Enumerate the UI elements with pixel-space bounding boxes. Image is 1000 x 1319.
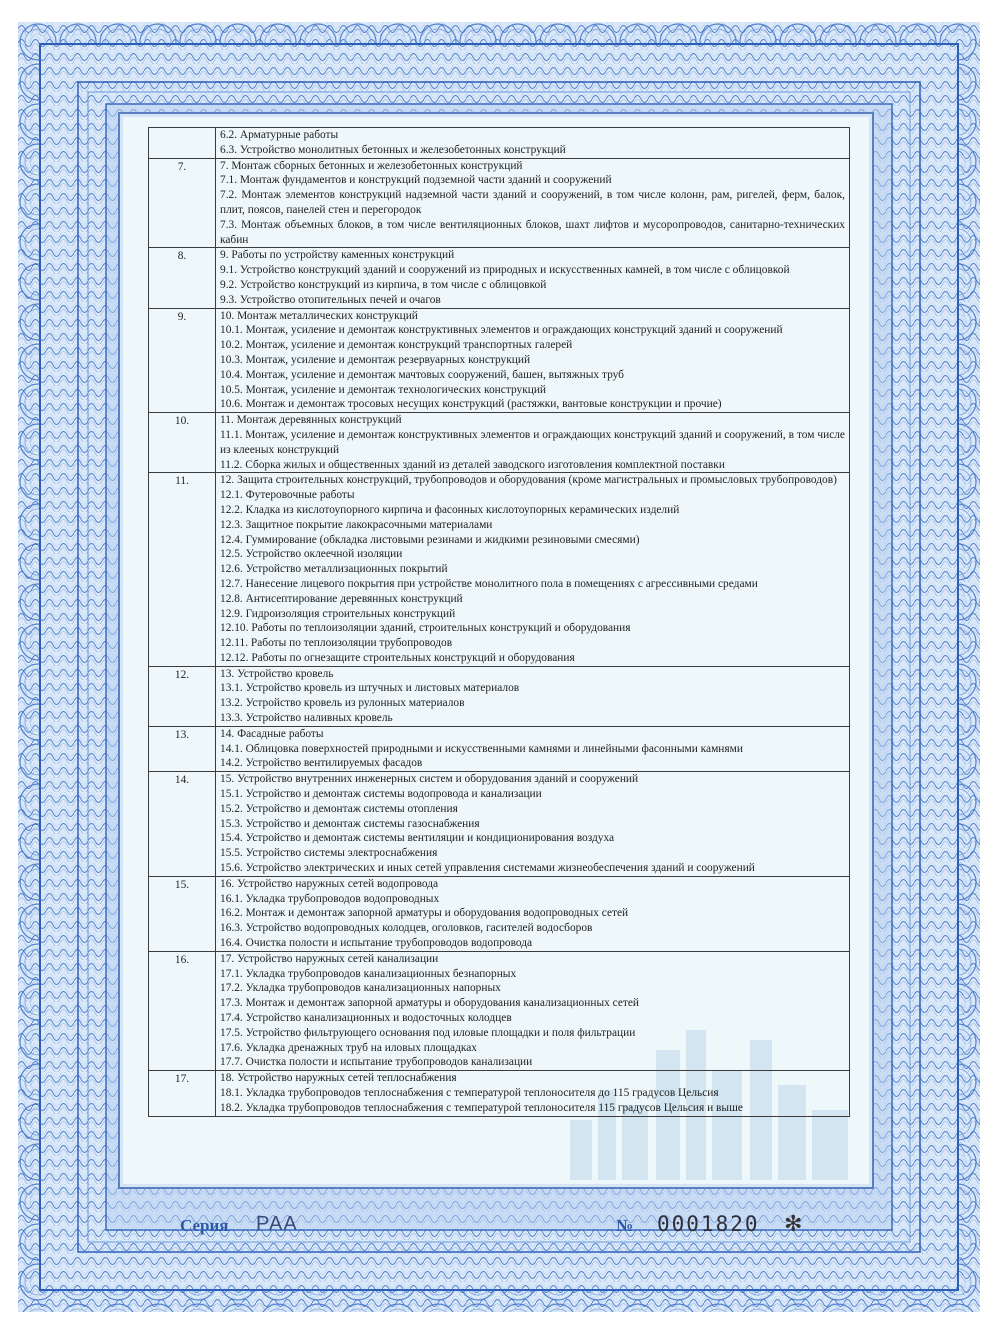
row-works [216,951,850,1070]
work-item: 9.1. Устройство конструкций зданий и сооружений из природных и искусственных камней, в том числе с облицовкой [220,264,790,277]
work-item: 13.2. Устройство кровель из рулонных материалов [220,697,465,710]
table-row [149,158,850,248]
work-item: 12.7. Нанесение лицевого покрытия при устройстве монолитного пола в помещениях с агрессивными средами [220,577,758,590]
series-value: РАА [256,1213,298,1235]
row-works [216,876,850,951]
work-item: 17.7. Очистка полости и испытание трубопроводов канализации [220,1056,533,1069]
work-item: 10. Монтаж металлических конструкций [220,309,418,322]
row-number: 13. [149,726,216,771]
row-number: 10. [149,413,216,473]
row-works [216,308,850,413]
work-item: 9.2. Устройство конструкций из кирпича, в том числе с облицовкой [220,278,547,291]
row-works [216,158,850,248]
work-item: 17.3. Монтаж и демонтаж запорной арматуры и оборудования канализационных сетей [220,997,640,1010]
row-works [216,128,850,159]
work-item: 17.4. Устройство канализационных и водосточных колодцев [220,1012,512,1025]
work-item: 16. Устройство наружных сетей водопровода [220,877,439,890]
table-row [149,726,850,771]
work-item: 15.3. Устройство и демонтаж системы газоснабжения [220,817,480,830]
work-item: 10.3. Монтаж, усиление и демонтаж резервуарных конструкций [220,353,531,366]
table-row [149,308,850,413]
number-value: 0001820 [657,1212,760,1236]
row-works [216,726,850,771]
work-item: 16.1. Укладка трубопроводов водопроводных [220,892,440,905]
works-table [148,127,850,1117]
work-item: 12.8. Антисептирование деревянных конструкций [220,592,463,605]
series-label: Серия [180,1216,229,1235]
work-item: 18.1. Укладка трубопроводов теплоснабжения с температурой теплоносителя до 115 градусов Цельсия [220,1087,719,1099]
work-item: 16.4. Очистка полости и испытание трубопроводов водопровода [220,937,533,950]
table-row [149,666,850,726]
work-item: 10.5. Монтаж, усиление и демонтаж технологических конструкций [220,383,547,396]
work-item: 15.4. Устройство и демонтаж системы вентиляции и кондиционирования воздуха [220,832,615,845]
table-row [149,876,850,951]
work-item: 10.2. Монтаж, усиление и демонтаж конструкций транспортных галерей [220,339,573,352]
work-item: 7.1. Монтаж фундаментов и конструкций подземной части зданий и сооружений [220,174,612,187]
work-item: 14.2. Устройство вентилируемых фасадов [220,757,423,770]
work-item: 15.5. Устройство системы электроснабжения [220,847,438,860]
work-item: 14.1. Облицовка поверхностей природными и искусственными камнями и линейными фасонными камнями [220,742,743,755]
row-works [216,666,850,726]
work-item: 15. Устройство внутренних инженерных систем и оборудования зданий и сооружений [220,773,639,786]
row-number: 9. [149,308,216,413]
row-works [216,248,850,308]
row-works [216,1071,850,1116]
table-row [149,248,850,308]
table-row [149,772,850,877]
work-item: 13. Устройство кровель [220,667,334,680]
work-item: 13.1. Устройство кровель из штучных и листовых материалов [220,682,520,695]
work-item: 18.2. Укладка трубопроводов теплоснабжения с температурой теплоносителя 115 градусов Цельсия и выше [220,1101,743,1114]
work-item: 12.6. Устройство металлизационных покрытий [220,563,448,576]
work-item: 15.2. Устройство и демонтаж системы отопления [220,802,458,815]
star-icon: ✻ [784,1212,803,1237]
work-item: 15.1. Устройство и демонтаж системы водопровода и канализации [220,788,542,801]
work-item: 6.2. Арматурные работы [220,129,339,141]
work-item: 7.3. Монтаж объемных блоков, в том числе вентиляционных блоков, шахт лифтов и мусоропроводов, санитарно-технических кабин [220,218,845,246]
table-row [149,413,850,473]
row-number: 15. [149,876,216,951]
work-item: 9. Работы по устройству каменных конструкций [220,249,455,262]
work-item: 17.5. Устройство фильтрующего основания под иловые площадки и поля фильтрации [220,1026,636,1039]
row-works [216,772,850,877]
work-item: 12.10. Работы по теплоизоляции зданий, строительных конструкций и оборудования [220,622,631,635]
row-works [216,473,850,666]
work-item: 6.3. Устройство монолитных бетонных и железобетонных конструкций [220,143,566,156]
work-item: 17. Устройство наружных сетей канализации [220,952,439,965]
work-item: 12. Защита строительных конструкций, трубопроводов и оборудования (кроме магистральных и промысловых трубопроводов) [220,474,837,487]
row-number: 16. [149,951,216,1070]
work-item: 9.3. Устройство отопительных печей и очагов [220,293,441,306]
work-item: 12.4. Гуммирование (обкладка листовыми резинами и жидкими резиновыми смесями) [220,533,640,546]
work-item: 16.2. Монтаж и демонтаж запорной арматуры и оборудования водопроводных сетей [220,907,629,920]
work-item: 18. Устройство наружных сетей теплоснабжения [220,1072,457,1085]
work-item: 12.5. Устройство оклеечной изоляции [220,548,403,561]
work-item: 12.1. Футеровочные работы [220,489,355,502]
work-item: 12.3. Защитное покрытие лакокрасочными материалами [220,518,493,531]
work-item: 16.3. Устройство водопроводных колодцев, оголовков, гасителей водосборов [220,922,593,935]
work-item: 10.6. Монтаж и демонтаж тросовых несущих конструкций (растяжки, вантовые конструкции и прочие) [220,398,722,411]
work-item: 11.1. Монтаж, усиление и демонтаж конструктивных элементов и ограждающих конструкций зданий и сооружений, в том числе из клееных конструкций [220,428,845,456]
table-row [149,1071,850,1116]
work-item: 14. Фасадные работы [220,727,324,740]
work-item: 7.2. Монтаж элементов конструкций надземной части зданий и сооружений, в том числе колонн, рам, ригелей, ферм, балок, плит, поясов, панелей стен и перегородок [220,189,845,216]
work-item: 13.3. Устройство наливных кровель [220,712,393,725]
work-item: 10.4. Монтаж, усиление и демонтаж мачтовых сооружений, башен, вытяжных труб [220,368,624,381]
work-item: 11. Монтаж деревянных конструкций [220,414,402,427]
number-label: № [616,1216,634,1235]
row-works [216,413,850,473]
work-item: 17.1. Укладка трубопроводов канализационных безнапорных [220,967,517,980]
table-row [149,128,850,159]
work-item: 17.6. Укладка дренажных труб на иловых площадках [220,1041,477,1054]
work-item: 15.6. Устройство электрических и иных сетей управления системами жизнеобеспечения зданий и сооружений [220,862,755,875]
table-row [149,951,850,1070]
row-number: 8. [149,248,216,308]
row-number: 14. [149,772,216,877]
work-item: 12.2. Кладка из кислотоупорного кирпича и фасонных кислотоупорных керамических изделий [220,503,680,516]
work-item: 7. Монтаж сборных бетонных и железобетонных конструкций [220,159,523,172]
table-row [149,473,850,666]
work-item: 10.1. Монтаж, усиление и демонтаж конструктивных элементов и ограждающих конструкций зданий и сооружений [220,324,783,337]
work-item: 12.12. Работы по огнезащите строительных конструкций и оборудования [220,651,575,664]
footer [0,1212,1000,1242]
row-number: 11. [149,473,216,666]
row-number: 12. [149,666,216,726]
work-item: 12.11. Работы по теплоизоляции трубопроводов [220,637,453,650]
row-number: 7. [149,158,216,248]
work-item: 12.9. Гидроизоляция строительных конструкций [220,607,456,620]
work-item: 11.2. Сборка жилых и общественных зданий из деталей заводского изготовления комплектной поставки [220,458,725,471]
row-number: 17. [149,1071,216,1116]
work-item: 17.2. Укладка трубопроводов канализационных напорных [220,982,501,995]
row-number [149,128,216,159]
